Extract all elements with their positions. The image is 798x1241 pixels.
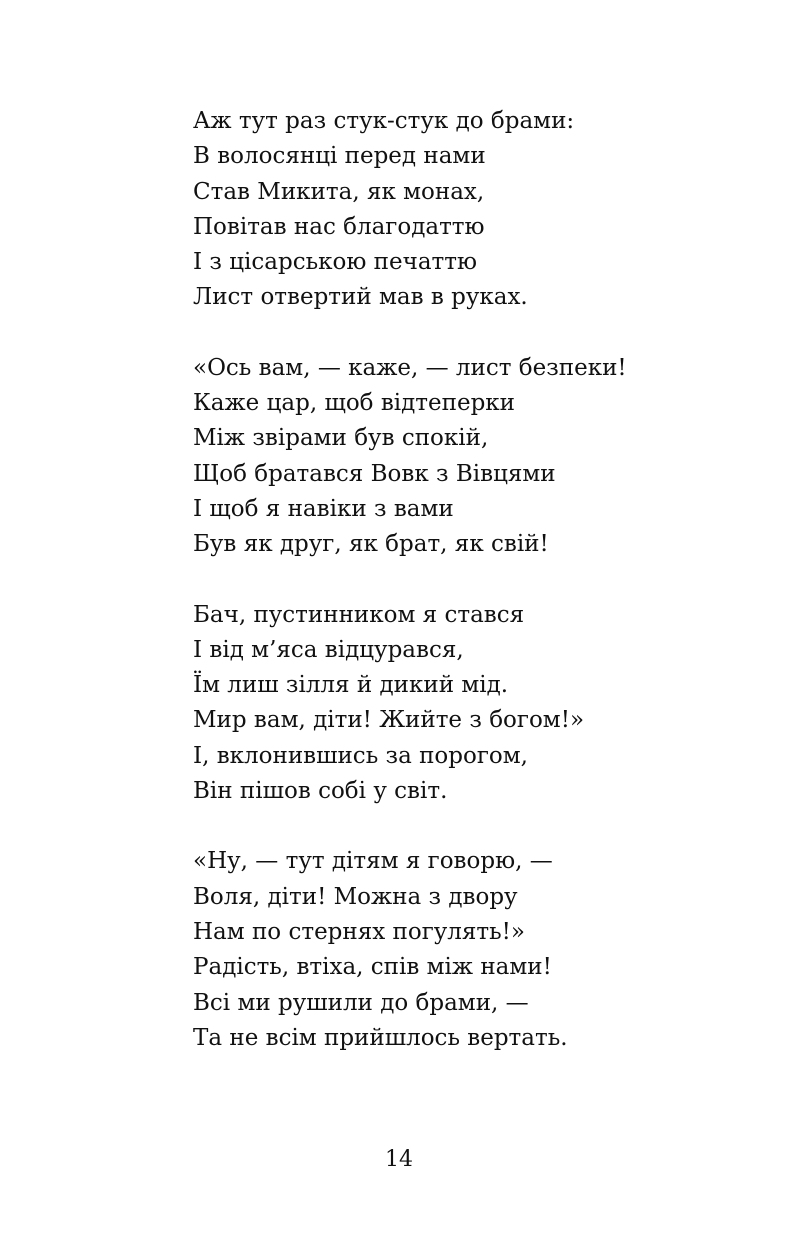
- poem-line: Щоб братався Вовк з Вівцями: [193, 460, 556, 487]
- poem-line: Нам по стернях погулять!»: [193, 918, 525, 945]
- stanza-2: [193, 351, 713, 563]
- stanza-3: [193, 598, 713, 810]
- poem-line: Між звірами був спокій,: [193, 425, 489, 452]
- poem-line: І щоб я навіки з вами: [193, 495, 454, 522]
- poem-line: І від м’яса відцурався,: [193, 636, 464, 663]
- poem-line: «Ну, — тут дітям я говорю, —: [193, 848, 553, 875]
- poem-line: Мир вам, діти! Жийте з богом!»: [193, 707, 585, 734]
- poem-line: Каже цар, щоб відтеперки: [193, 390, 515, 417]
- poem-line: Повітав нас благодаттю: [193, 213, 485, 240]
- poem-line: Воля, діти! Можна з двору: [193, 883, 518, 910]
- poem: [193, 104, 713, 1091]
- poem-line: Аж тут раз стук-стук до брами:: [193, 108, 575, 134]
- poem-line: І, вклонившись за порогом,: [193, 742, 528, 769]
- poem-line: Став Микита, як монах,: [193, 178, 485, 205]
- page-number: 14: [385, 1147, 413, 1172]
- poem-line: Та не всім прийшлось вертать.: [193, 1024, 568, 1051]
- poem-line: Був як друг, як брат, як свій!: [193, 531, 549, 558]
- poem-line: Лист отвертий мав в руках.: [193, 284, 528, 311]
- stanza-4: [193, 844, 713, 1056]
- poem-line: Бач, пустинником я стався: [193, 601, 525, 628]
- poem-line: «Ось вам, — каже, — лист безпеки!: [193, 354, 627, 381]
- poem-line: В волосянці перед нами: [193, 143, 486, 170]
- stanza-1: [193, 104, 713, 316]
- poem-line: Він пішов собі у світ.: [193, 778, 448, 805]
- poem-line: Радість, втіха, спів між нами!: [193, 954, 552, 981]
- poem-line: Всі ми рушили до брами, —: [193, 989, 529, 1016]
- poem-line: І з цісарською печаттю: [193, 249, 478, 276]
- poem-line: Їм лиш зілля й дикий мід.: [193, 672, 509, 699]
